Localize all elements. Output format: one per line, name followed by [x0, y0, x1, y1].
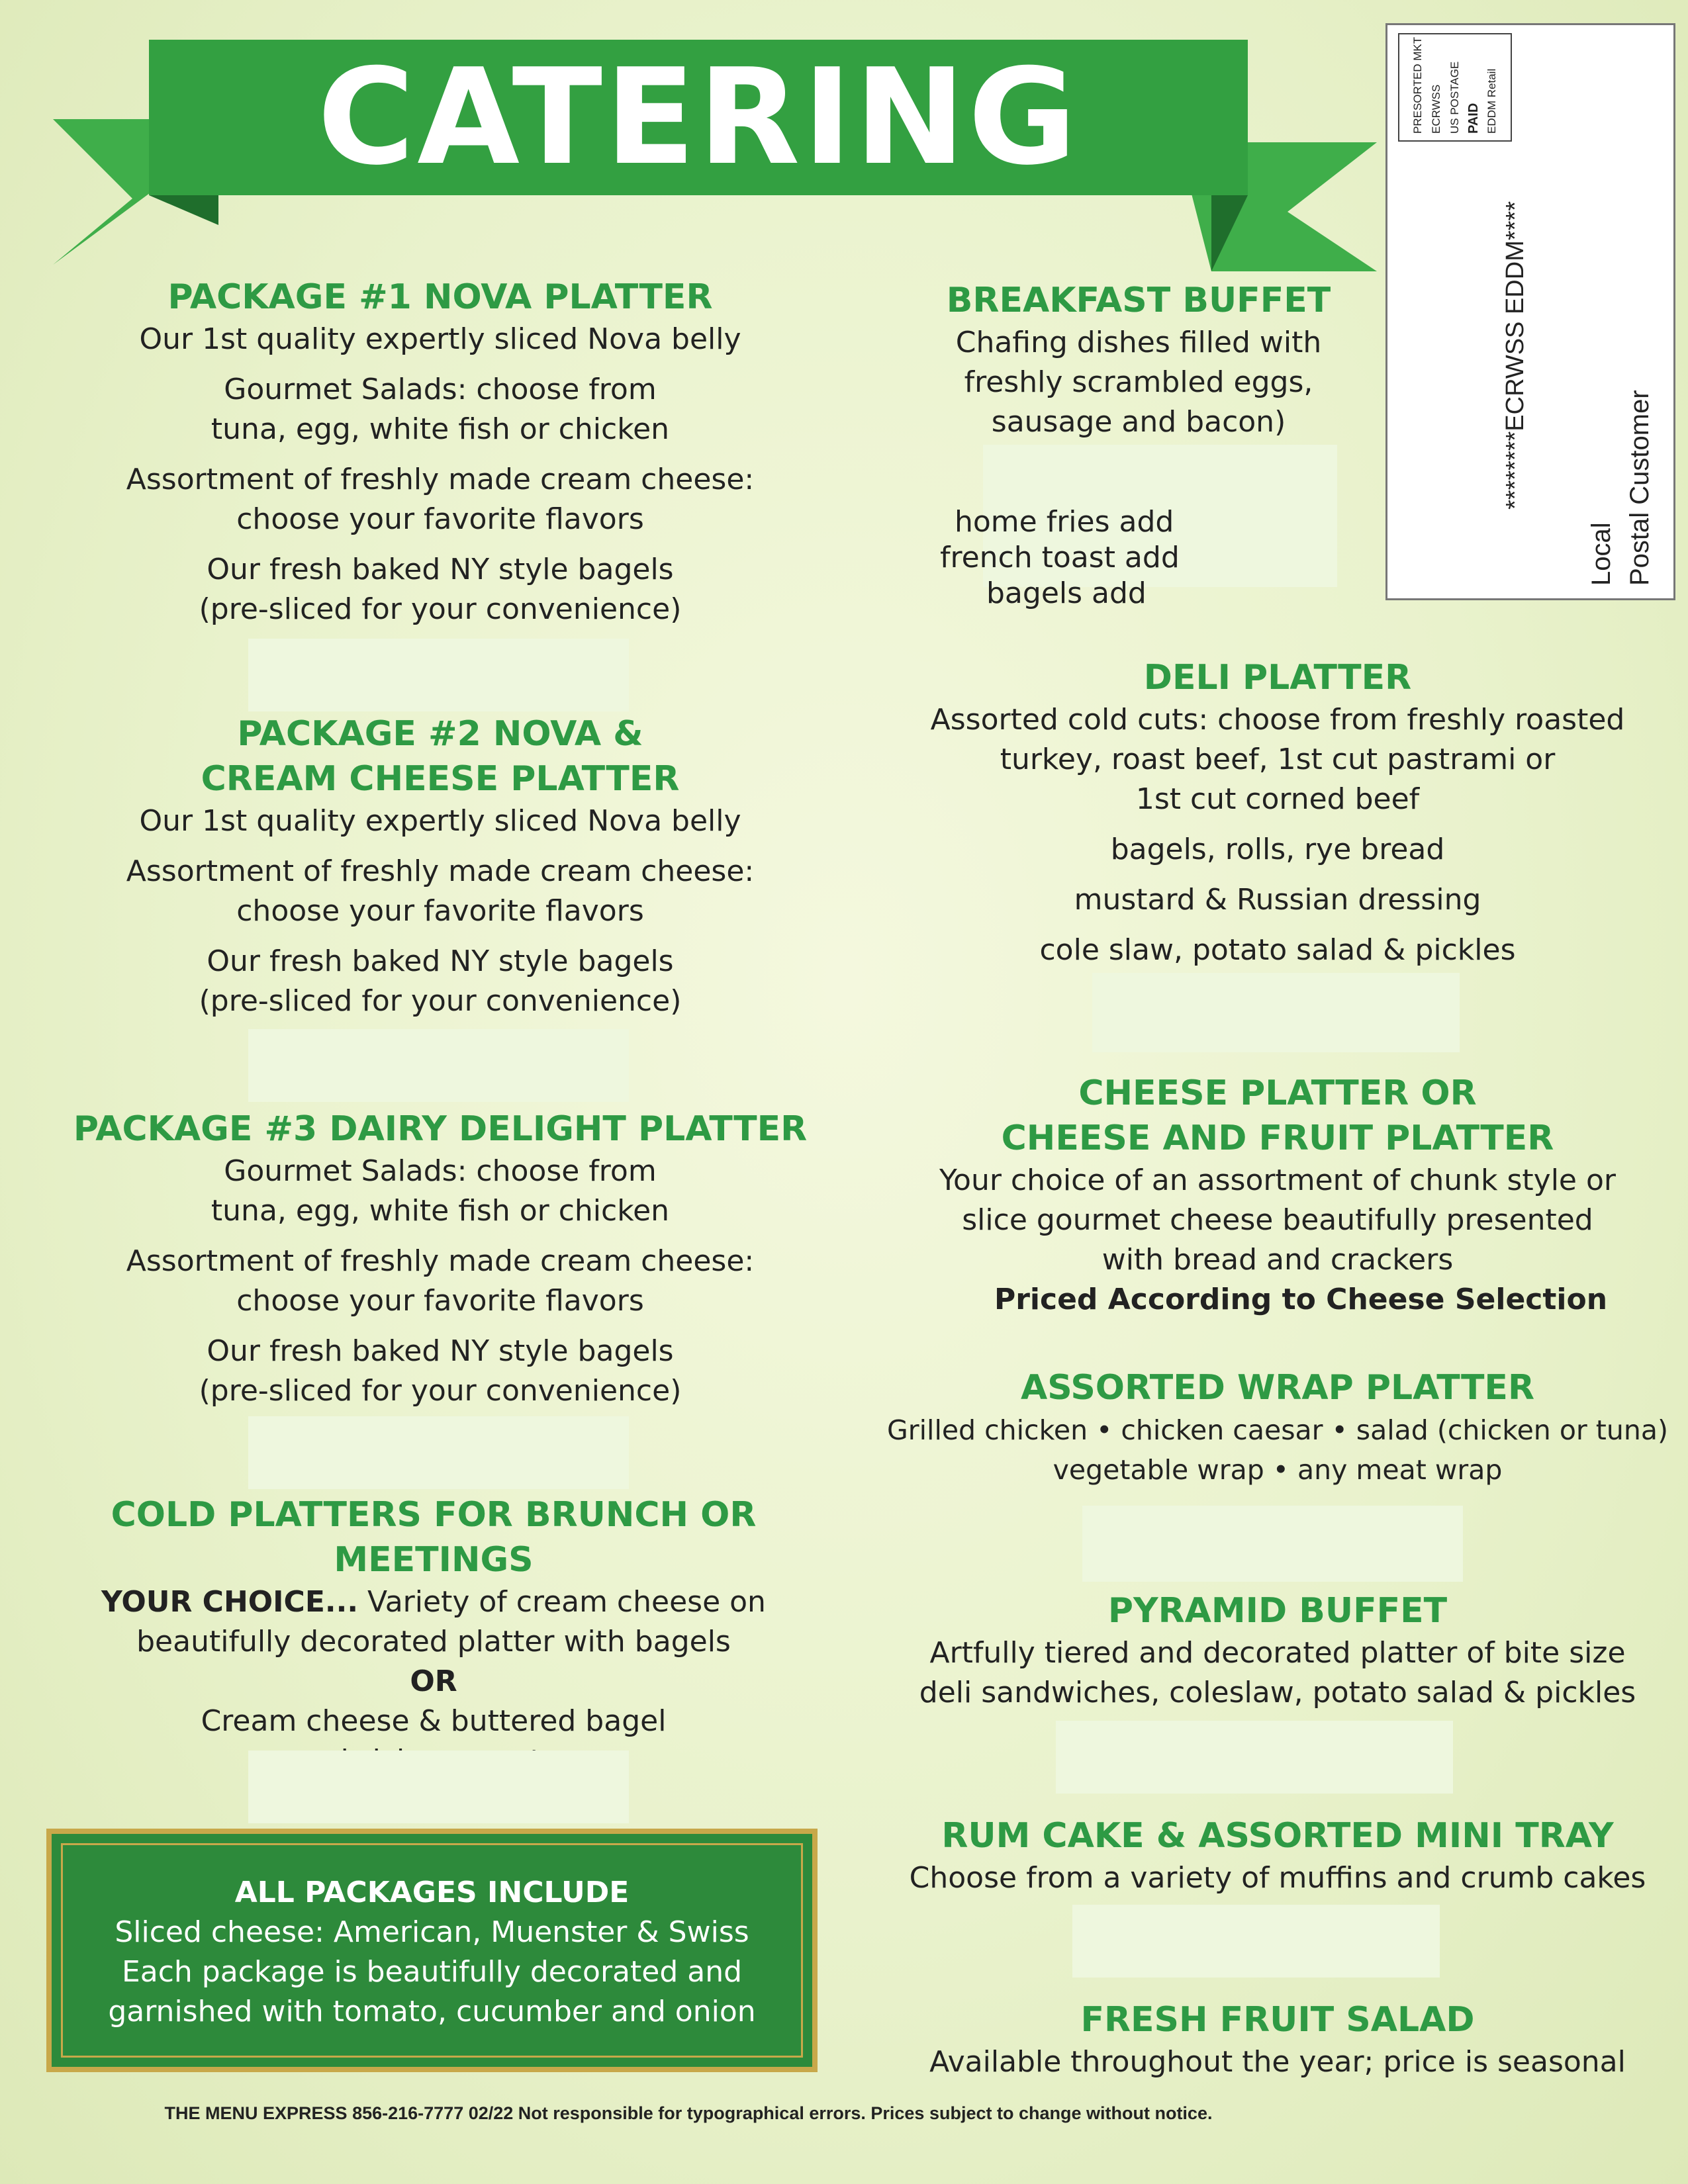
- rum-cake-line: Choose from a variety of muffins and crumb cakes: [909, 1861, 1646, 1895]
- cold-platters-or: OR: [410, 1664, 457, 1698]
- breakfast-line: freshly scrambled eggs,: [964, 365, 1313, 399]
- breakfast-title: BREAKFAST BUFFET: [946, 281, 1331, 320]
- fresh-fruit-salad: [880, 1997, 1675, 2082]
- wrap-line: vegetable wrap • any meat wrap: [1053, 1454, 1503, 1486]
- package-2-line: Assortment of freshly made cream cheese:: [126, 854, 755, 888]
- price-blank: [1072, 1905, 1440, 1978]
- package-2-title-1: PACKAGE #2 NOVA &: [237, 714, 643, 754]
- package-2-line: Our fresh baked NY style bagels: [207, 944, 674, 978]
- footer-note: THE MENU EXPRESS 856-216-7777 02/22 Not responsible for typographical errors. Prices subject to change without notice.: [164, 2103, 1213, 2123]
- deli-line: Assorted cold cuts: choose from freshly roasted: [930, 703, 1625, 737]
- deli-title: DELI PLATTER: [1143, 658, 1412, 698]
- cold-platters-line: Cream cheese & buttered bagel: [201, 1704, 667, 1738]
- rum-cake-title: RUM CAKE & ASSORTED MINI TRAY: [941, 1816, 1614, 1856]
- indicia-line: PAID: [1466, 103, 1481, 134]
- cold-platters-title: COLD PLATTERS FOR BRUNCH OR MEETINGS: [111, 1495, 757, 1580]
- postage-indicia: [1398, 33, 1512, 142]
- indicia-line: ECRWSS: [1430, 84, 1442, 134]
- price-blank: [248, 1029, 629, 1102]
- pyramid-line: deli sandwiches, coleslaw, potato salad & pickles: [919, 1676, 1636, 1709]
- package-1-title: PACKAGE #1 NOVA PLATTER: [167, 277, 713, 317]
- pyramid-buffet: [880, 1588, 1675, 1713]
- price-blank: [248, 1751, 629, 1823]
- addressee-line-2: Postal Customer: [1625, 390, 1654, 586]
- breakfast-line: sausage and bacon): [991, 405, 1286, 439]
- rum-cake-tray: [880, 1813, 1675, 1898]
- pyramid-title: PYRAMID BUFFET: [1107, 1591, 1448, 1631]
- package-1-line: tuna, egg, white fish or chicken: [211, 412, 670, 446]
- package-3-line: Our fresh baked NY style bagels: [207, 1334, 674, 1368]
- deli-platter: [880, 655, 1675, 970]
- all-packages-box: [46, 1829, 818, 2072]
- cheese-priced-note: Priced According to Cheese Selection: [994, 1283, 1608, 1316]
- cheese-platter: [880, 1071, 1675, 1320]
- package-3-line: Assortment of freshly made cream cheese:: [126, 1244, 755, 1278]
- cold-platters-line: [46, 1582, 821, 1622]
- cold-platters-choice-rest: Variety of cream cheese on: [358, 1585, 766, 1619]
- package-3-line: tuna, egg, white fish or chicken: [211, 1194, 670, 1228]
- wrap-platter: [880, 1365, 1675, 1490]
- package-1-line: Our 1st quality expertly sliced Nova belly: [139, 322, 741, 356]
- cheese-line: Your choice of an assortment of chunk style or: [939, 1163, 1616, 1197]
- fruit-salad-title: FRESH FRUIT SALAD: [1080, 2000, 1475, 2040]
- wrap-line: Grilled chicken • chicken caesar • salad (chicken or tuna): [887, 1414, 1668, 1446]
- package-2-line: (pre-sliced for your convenience): [199, 984, 682, 1018]
- package-3-line: Gourmet Salads: choose from: [224, 1154, 657, 1188]
- breakfast-buffet: [927, 278, 1350, 442]
- price-blank: [248, 1416, 629, 1489]
- pyramid-line: Artfully tiered and decorated platter of bite size: [929, 1636, 1626, 1670]
- package-3-line: (pre-sliced for your convenience): [199, 1374, 682, 1408]
- indicia-line: EDDM Retail: [1485, 68, 1498, 134]
- all-packages-line: Each package is beautifully decorated and: [121, 1955, 743, 1989]
- package-3: [53, 1107, 827, 1411]
- package-1-line: Assortment of freshly made cream cheese:: [126, 463, 755, 496]
- postal-route: ********ECRWSS EDDM****: [1501, 201, 1529, 510]
- price-blank: [1092, 973, 1460, 1052]
- deli-line: cole slaw, potato salad & pickles: [1039, 933, 1516, 967]
- deli-line: mustard & Russian dressing: [1074, 883, 1481, 917]
- price-blank: [1082, 1506, 1463, 1582]
- deli-line: bagels, rolls, rye bread: [1110, 833, 1445, 866]
- wrap-title: ASSORTED WRAP PLATTER: [1021, 1368, 1534, 1408]
- all-packages-line: Sliced cheese: American, Muenster & Swiss: [115, 1915, 749, 1949]
- breakfast-line: Chafing dishes filled with: [955, 326, 1322, 359]
- page-title: CATERING: [317, 40, 1080, 195]
- package-2-title-2: CREAM CHEESE PLATTER: [201, 759, 680, 799]
- price-blank: [1056, 1721, 1453, 1794]
- addon-french-toast: french toast add: [940, 541, 1180, 574]
- package-2-line: choose your favorite flavors: [236, 894, 644, 928]
- addon-home-fries: home fries add: [955, 505, 1174, 539]
- package-1-line: Our fresh baked NY style bagels: [207, 553, 674, 586]
- all-packages-title: ALL PACKAGES INCLUDE: [234, 1876, 630, 1909]
- package-1-line: (pre-sliced for your convenience): [199, 592, 682, 626]
- cold-platters: [46, 1492, 821, 1781]
- cold-platters-line: beautifully decorated platter with bagels: [136, 1625, 731, 1659]
- postal-addressee: [1582, 390, 1659, 586]
- indicia-line: PRESORTED MKT: [1411, 36, 1424, 134]
- cheese-title-1: CHEESE PLATTER OR: [1078, 1073, 1477, 1113]
- addon-bagels: bagels add: [986, 576, 1147, 610]
- fruit-salad-line: Available throughout the year; price is seasonal: [929, 2045, 1626, 2079]
- package-3-title: PACKAGE #3 DAIRY DELIGHT PLATTER: [73, 1109, 808, 1149]
- package-2: [53, 711, 827, 1021]
- price-blank: [248, 639, 629, 711]
- cheese-line: slice gourmet cheese beautifully presented: [962, 1203, 1593, 1237]
- package-1: [53, 275, 827, 629]
- deli-line: 1st cut corned beef: [1135, 782, 1420, 816]
- indicia-line: US POSTAGE: [1448, 61, 1461, 134]
- package-3-line: choose your favorite flavors: [236, 1284, 644, 1318]
- package-1-line: Gourmet Salads: choose from: [224, 373, 657, 406]
- package-1-line: choose your favorite flavors: [236, 502, 644, 536]
- cheese-line: with bread and crackers: [1102, 1243, 1454, 1277]
- addressee-line-1: Local: [1587, 522, 1616, 586]
- cold-platters-choice: YOUR CHOICE...: [101, 1585, 359, 1619]
- package-2-line: Our 1st quality expertly sliced Nova belly: [139, 804, 741, 838]
- cheese-title-2: CHEESE AND FRUIT PLATTER: [1001, 1118, 1554, 1158]
- deli-line: turkey, roast beef, 1st cut pastrami or: [1000, 743, 1556, 776]
- all-packages-line: garnished with tomato, cucumber and onion: [108, 1995, 756, 2028]
- breakfast-addons: [940, 504, 1218, 612]
